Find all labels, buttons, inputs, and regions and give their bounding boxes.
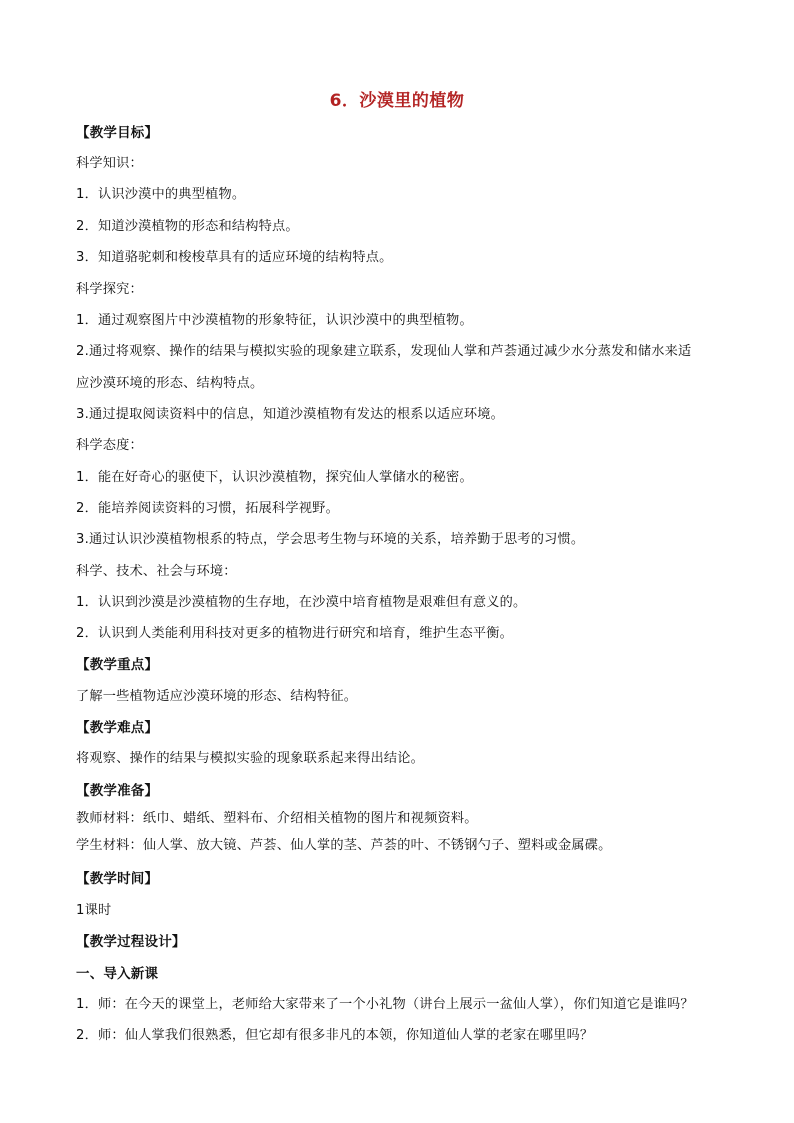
section-heading: 【教学难点】 <box>76 720 159 736</box>
subheading: 科学知识： <box>76 156 143 171</box>
paragraph-line: 1课时 <box>76 903 112 918</box>
paragraph-line: 学生材料：仙人掌、放大镜、芦荟、仙人掌的茎、芦荟的叶、不锈钢勺子、塑料或金属碟。 <box>76 838 612 853</box>
paragraph-line: 2．师：仙人掌我们很熟悉，但它却有很多非凡的本领，你知道仙人掌的老家在哪里吗？ <box>76 1028 594 1043</box>
section-heading: 一、导入新课 <box>76 966 159 982</box>
paragraph-line: 1．通过观察图片中沙漠植物的形象特征，认识沙漠中的典型植物。 <box>76 313 473 328</box>
subheading: 科学态度： <box>76 438 143 453</box>
paragraph-line: 1．能在好奇心的驱使下，认识沙漠植物，探究仙人掌储水的秘密。 <box>76 470 473 485</box>
paragraph-line: 1．认识到沙漠是沙漠植物的生存地，在沙漠中培育植物是艰难但有意义的。 <box>76 595 527 610</box>
paragraph-line: 2．知道沙漠植物的形态和结构特点。 <box>76 219 299 234</box>
paragraph-line: 3.通过提取阅读资料中的信息，知道沙漠植物有发达的根系以适应环境。 <box>76 407 504 422</box>
paragraph-line: 2．能培养阅读资料的习惯，拓展科学视野。 <box>76 501 339 516</box>
subheading: 科学、技术、社会与环境： <box>76 564 237 579</box>
subheading: 科学探究： <box>76 282 143 297</box>
section-heading: 【教学重点】 <box>76 657 159 673</box>
section-heading: 【教学目标】 <box>76 125 159 141</box>
document-title: 6．沙漠里的植物 <box>329 91 465 111</box>
paragraph-line: 1．师：在今天的课堂上，老师给大家带来了一个小礼物（讲台上展示一盆仙人掌），你们知道它是谁吗？ <box>76 997 694 1012</box>
section-heading: 【教学时间】 <box>76 871 159 887</box>
paragraph-line: 1．认识沙漠中的典型植物。 <box>76 187 246 202</box>
paragraph-line: 将观察、操作的结果与模拟实验的现象联系起来得出结论。 <box>76 751 425 766</box>
section-heading: 【教学准备】 <box>76 783 159 799</box>
paragraph-line: 教师材料：纸巾、蜡纸、塑料布、介绍相关植物的图片和视频资料。 <box>76 811 478 826</box>
paragraph-line: 了解一些植物适应沙漠环境的形态、结构特征。 <box>76 689 358 704</box>
paragraph-line: 2.通过将观察、操作的结果与模拟实验的现象建立联系，发现仙人掌和芦荟通过减少水分蒸发和储水来适 <box>76 344 692 359</box>
paragraph-line: 2．认识到人类能利用科技对更多的植物进行研究和培育，维护生态平衡。 <box>76 626 513 641</box>
paragraph-line: 3.通过认识沙漠植物根系的特点，学会思考生物与环境的关系，培养勤于思考的习惯。 <box>76 532 585 547</box>
paragraph-line: 3．知道骆驼刺和梭梭草具有的适应环境的结构特点。 <box>76 250 393 265</box>
section-heading: 【教学过程设计】 <box>76 934 186 950</box>
paragraph-line: 应沙漠环境的形态、结构特点。 <box>76 376 264 391</box>
